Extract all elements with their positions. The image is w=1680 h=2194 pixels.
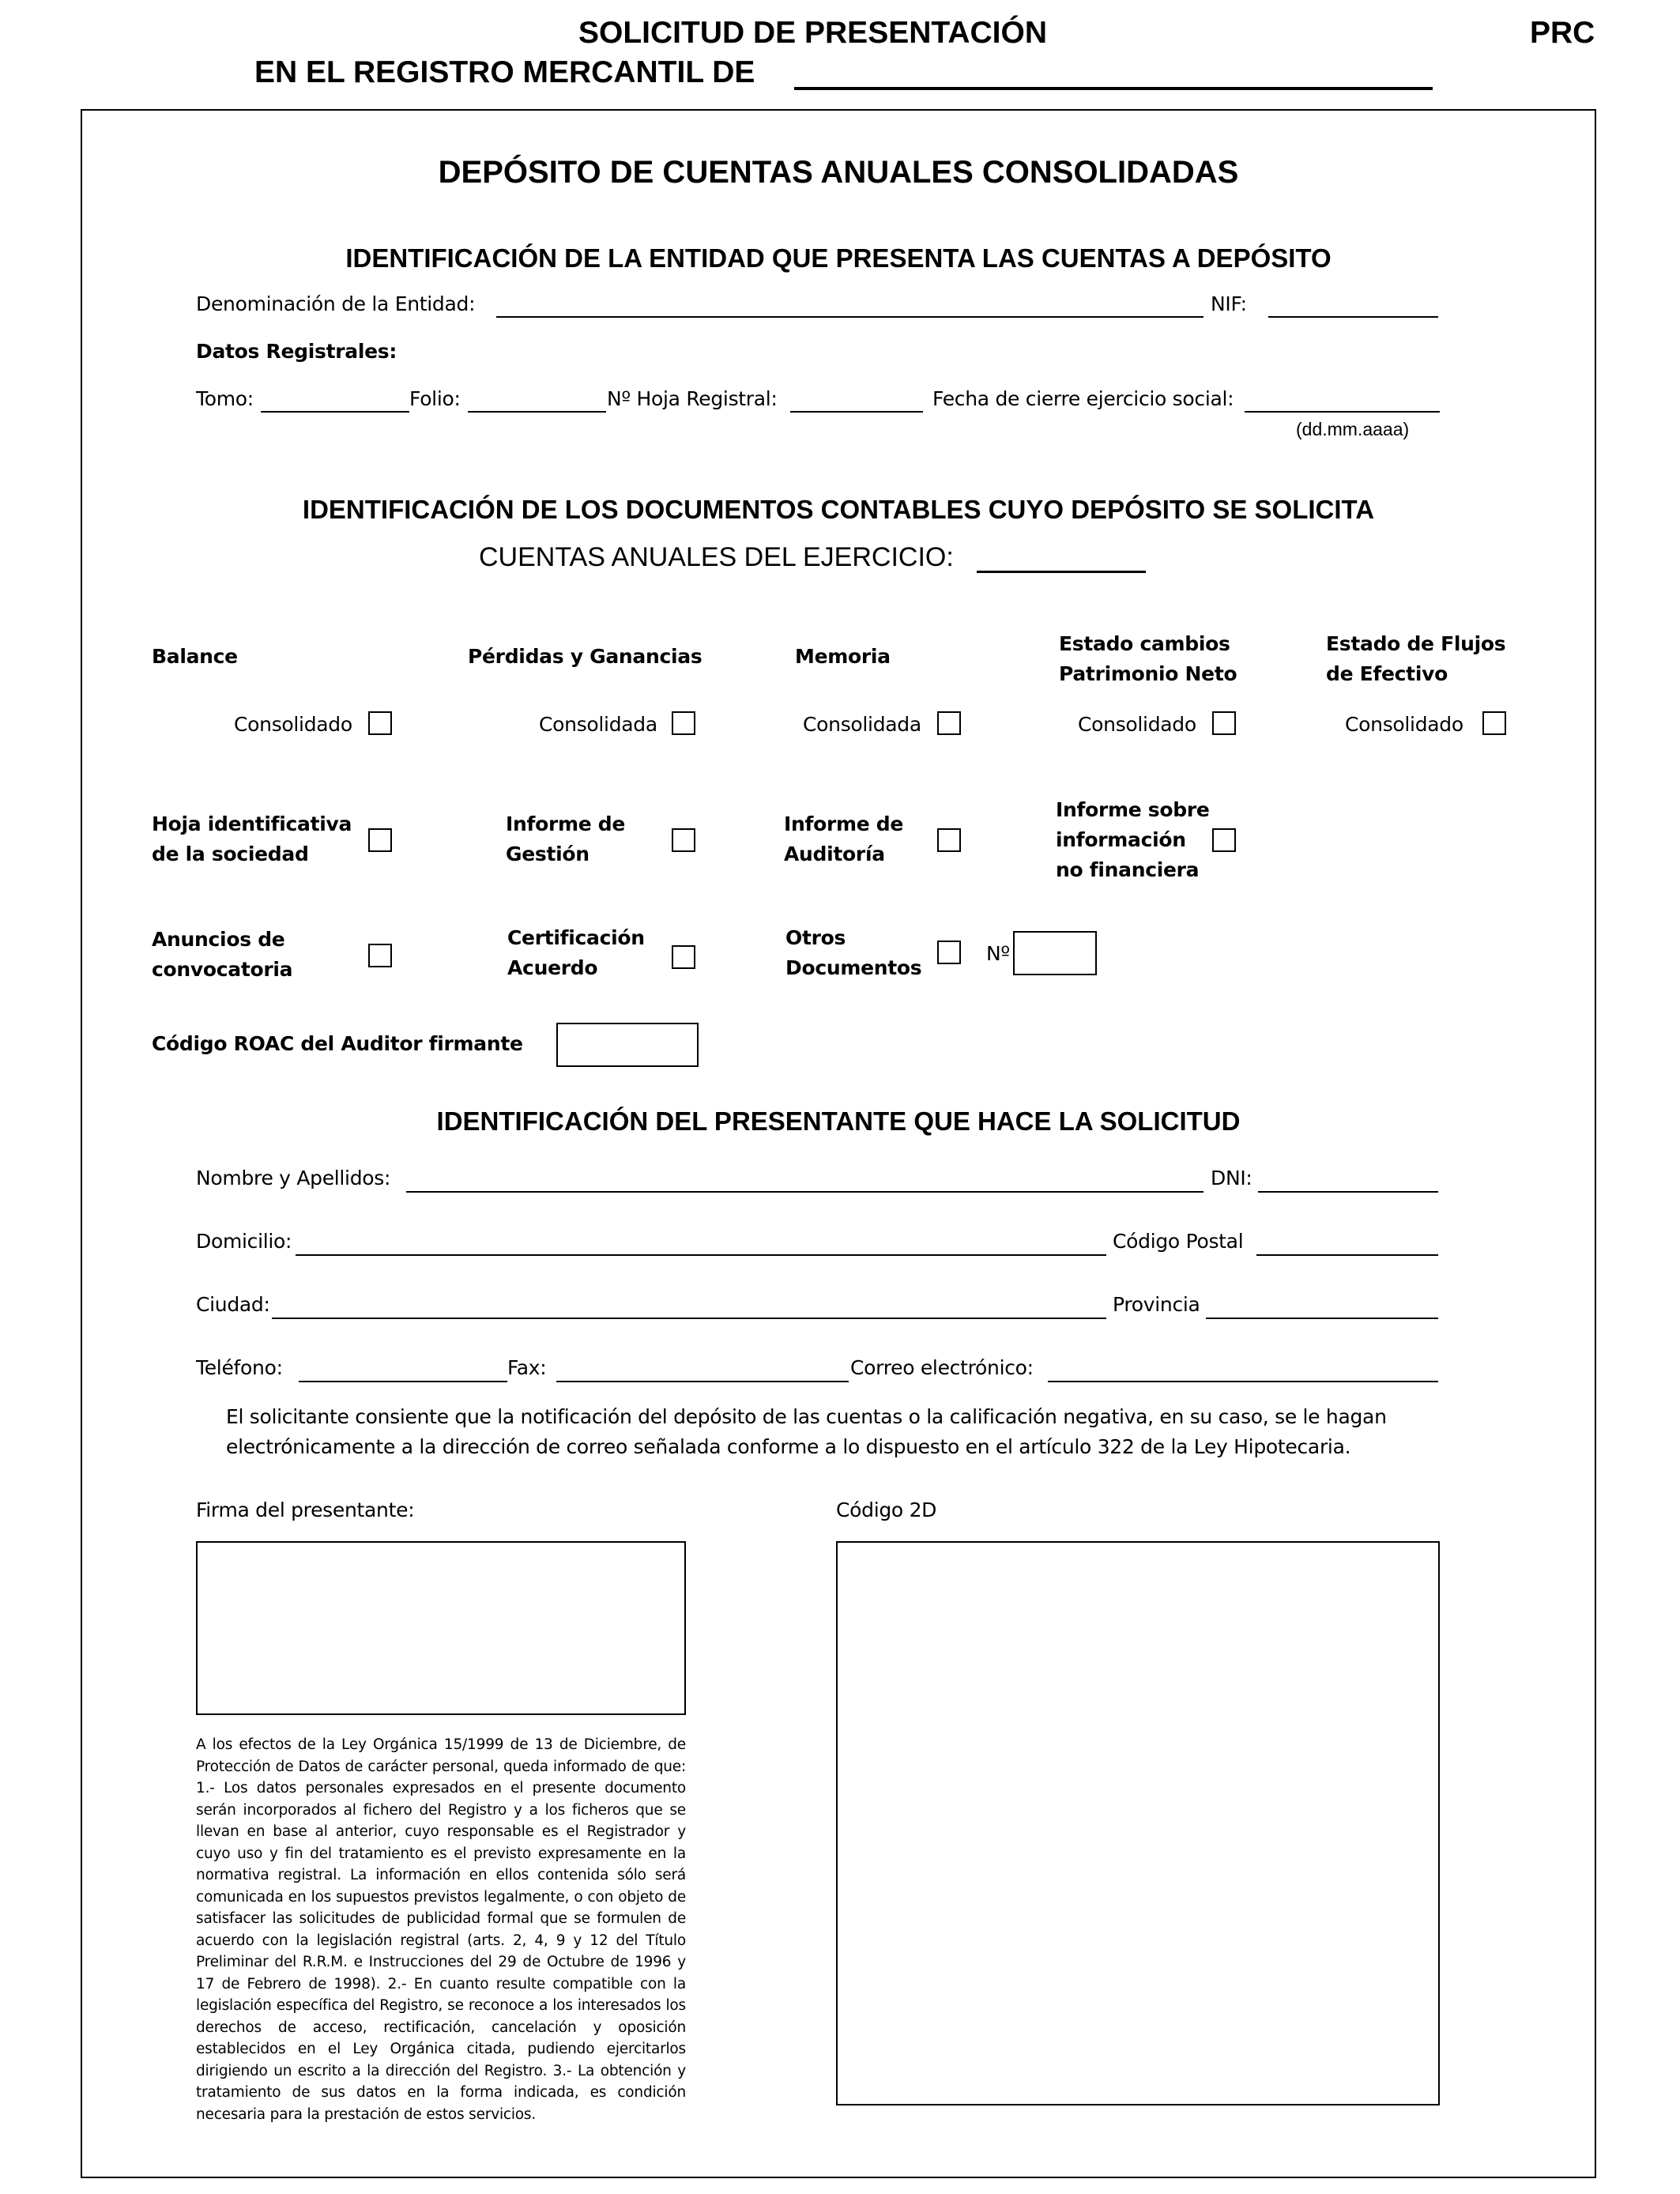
registro-mercantil-field[interactable]: [794, 87, 1433, 90]
header-title-line2: EN EL REGISTRO MERCANTIL DE: [254, 55, 755, 89]
presenter-name-field[interactable]: [406, 1191, 1203, 1193]
roac-label: Código ROAC del Auditor firmante: [152, 1032, 523, 1055]
estado-flujos-title-l2: de Efectivo: [1326, 662, 1448, 685]
folio-field[interactable]: [468, 411, 606, 413]
entity-heading: IDENTIFICACIÓN DE LA ENTIDAD QUE PRESENTA LAS CUENTAS A DEPÓSITO: [345, 243, 1332, 273]
privacy-notice: A los efectos de la Ley Orgánica 15/1999 de 13 de Diciembre, de Protección de Datos de carácter personal, queda informado de que: 1.- Los datos personales expresados en el presente documento serán incorporados al fichero del Registro y a los ficheros que se llevan en base al anterior, cuyo responsable es el Registrador y cuyo uso y fin del tratamiento es el previsto expresamente en la normativa registral. La información en ellos contenida sólo será comunicada en los supuestos previstos legalmente, o con objeto de satisfacer las solicitudes de publicidad formal que se formulen de acuerdo con la legislación registral (arts. 2, 4, 9 y 12 del Título Preliminar del R.R.M. e Instrucciones del 29 de Octubre de 1996 y 17 de Febrero de 1998). 2.- En cuanto resulte compatible con la legislación específica del Registro, se reconoce a los interesados los derechos de acceso, rectificación, cancelación y oposición establecidos en el Ley Orgánica citada, pudiendo ejercitarlos dirigiendo un escrito a la dirección del Registro. 3.- La obtención y tratamiento de sus datos en la forma indicada, es condición necesaria para la prestación de estos servicios.: [196, 1736, 686, 2123]
anuncios-convocatoria-label: [152, 925, 292, 985]
ecpn-consolidado-checkbox[interactable]: [1212, 711, 1236, 735]
informe-gestion-checkbox[interactable]: [672, 828, 695, 852]
hoja-identificativa-label: [152, 809, 352, 869]
informe-no-financiera-l2: información: [1056, 828, 1186, 851]
anuncios-convocatoria-l1: Anuncios de: [152, 928, 285, 951]
ejercicio-field[interactable]: [977, 571, 1146, 573]
tomo-field[interactable]: [261, 411, 409, 413]
header-title-line1: SOLICITUD DE PRESENTACIÓN: [578, 16, 1047, 50]
otros-documentos-label: [785, 923, 921, 983]
perdidas-ganancias-title: Pérdidas y Ganancias: [468, 645, 703, 668]
email-field[interactable]: [1048, 1381, 1438, 1382]
code-2d-label: Código 2D: [836, 1498, 937, 1521]
informe-no-financiera-label: [1056, 795, 1210, 885]
dni-field[interactable]: [1258, 1191, 1438, 1193]
certificacion-acuerdo-checkbox[interactable]: [672, 945, 695, 969]
signature-label: Firma del presentante:: [196, 1498, 415, 1521]
email-label: Correo electrónico:: [850, 1356, 1034, 1379]
informe-auditoria-checkbox[interactable]: [937, 828, 961, 852]
memoria-title: Memoria: [795, 645, 891, 668]
otros-documentos-l2: Documentos: [785, 956, 922, 979]
ejercicio-label: CUENTAS ANUALES DEL EJERCICIO:: [479, 542, 954, 572]
certificacion-acuerdo-label: [507, 923, 645, 983]
hoja-identificativa-l1: Hoja identificativa: [152, 812, 352, 835]
domicilio-label: Domicilio:: [196, 1230, 292, 1253]
informe-no-financiera-checkbox[interactable]: [1212, 828, 1236, 852]
codigo-postal-label: Código Postal: [1113, 1230, 1244, 1253]
pyg-option-label: Consolidada: [539, 713, 657, 736]
provincia-field[interactable]: [1206, 1318, 1438, 1319]
balance-title: Balance: [152, 645, 238, 668]
nif-field[interactable]: [1268, 316, 1438, 318]
codigo-postal-field[interactable]: [1256, 1254, 1438, 1256]
consent-line2: electrónicamente a la dirección de correo señalada conforme a lo dispuesto en el artículo 322 de la Ley Hipotecaria.: [226, 1435, 1351, 1458]
dni-label: DNI:: [1211, 1167, 1252, 1189]
informe-no-financiera-l1: Informe sobre: [1056, 798, 1210, 821]
fax-field[interactable]: [556, 1381, 849, 1382]
hoja-identificativa-checkbox[interactable]: [368, 828, 392, 852]
otros-documentos-checkbox[interactable]: [937, 941, 961, 964]
informe-auditoria-label: [784, 809, 903, 869]
tomo-label: Tomo:: [196, 387, 254, 410]
code-2d-box: [836, 1541, 1440, 2105]
anuncios-convocatoria-checkbox[interactable]: [368, 944, 392, 967]
domicilio-field[interactable]: [296, 1254, 1106, 1256]
estado-cambios-title: [1059, 629, 1237, 689]
certificacion-acuerdo-l2: Acuerdo: [507, 956, 598, 979]
folio-label: Folio:: [409, 387, 461, 410]
efe-consolidado-checkbox[interactable]: [1482, 711, 1506, 735]
ciudad-label: Ciudad:: [196, 1293, 270, 1316]
informe-gestion-label: [506, 809, 625, 869]
balance-consolidado-checkbox[interactable]: [368, 711, 392, 735]
roac-field[interactable]: [556, 1023, 699, 1067]
registral-heading: Datos Registrales:: [196, 340, 397, 363]
otros-documentos-l1: Otros: [785, 926, 846, 949]
consent-line1: El solicitante consiente que la notificación del depósito de las cuentas o la calificación negativa, en su caso, se le hagan: [226, 1405, 1387, 1428]
informe-auditoria-l2: Auditoría: [784, 843, 885, 865]
fax-label: Fax:: [507, 1356, 547, 1379]
presenter-name-label: Nombre y Apellidos:: [196, 1167, 391, 1189]
ciudad-field[interactable]: [272, 1318, 1106, 1319]
telefono-field[interactable]: [299, 1381, 507, 1382]
header-code: PRC: [1530, 16, 1595, 50]
entity-name-label: Denominación de la Entidad:: [196, 292, 476, 315]
nif-label: NIF:: [1211, 292, 1247, 315]
otros-documentos-number-field[interactable]: [1013, 931, 1097, 975]
estado-cambios-title-l1: Estado cambios: [1059, 632, 1230, 655]
entity-name-field[interactable]: [496, 316, 1203, 318]
fecha-cierre-label: Fecha de cierre ejercicio social:: [932, 387, 1234, 410]
pyg-consolidada-checkbox[interactable]: [672, 711, 695, 735]
signature-box[interactable]: [196, 1541, 686, 1715]
hoja-registral-field[interactable]: [790, 411, 923, 413]
estado-flujos-title-l1: Estado de Flujos: [1326, 632, 1506, 655]
numero-label: Nº: [986, 942, 1010, 965]
anuncios-convocatoria-l2: convocatoria: [152, 958, 293, 981]
fecha-cierre-field[interactable]: [1245, 411, 1440, 413]
memoria-consolidada-checkbox[interactable]: [937, 711, 961, 735]
provincia-label: Provincia: [1113, 1293, 1200, 1316]
main-title: DEPÓSITO DE CUENTAS ANUALES CONSOLIDADAS: [438, 155, 1239, 190]
informe-gestion-l2: Gestión: [506, 843, 590, 865]
hoja-registral-label: Nº Hoja Registral:: [607, 387, 778, 410]
documents-heading: IDENTIFICACIÓN DE LOS DOCUMENTOS CONTABLES CUYO DEPÓSITO SE SOLICITA: [302, 495, 1375, 524]
estado-cambios-title-l2: Patrimonio Neto: [1059, 662, 1237, 685]
balance-option-label: Consolidado: [234, 713, 352, 736]
informe-auditoria-l1: Informe de: [784, 812, 904, 835]
telefono-label: Teléfono:: [196, 1356, 283, 1379]
efe-option-label: Consolidado: [1345, 713, 1463, 736]
informe-no-financiera-l3: no financiera: [1056, 858, 1200, 881]
hoja-identificativa-l2: de la sociedad: [152, 843, 309, 865]
certificacion-acuerdo-l1: Certificación: [507, 926, 645, 949]
date-format-hint: (dd.mm.aaaa): [1296, 419, 1410, 439]
ecpn-option-label: Consolidado: [1078, 713, 1196, 736]
estado-flujos-title: [1326, 629, 1505, 689]
informe-gestion-l1: Informe de: [506, 812, 626, 835]
presenter-heading: IDENTIFICACIÓN DEL PRESENTANTE QUE HACE LA SOLICITUD: [436, 1106, 1241, 1136]
memoria-option-label: Consolidada: [803, 713, 921, 736]
